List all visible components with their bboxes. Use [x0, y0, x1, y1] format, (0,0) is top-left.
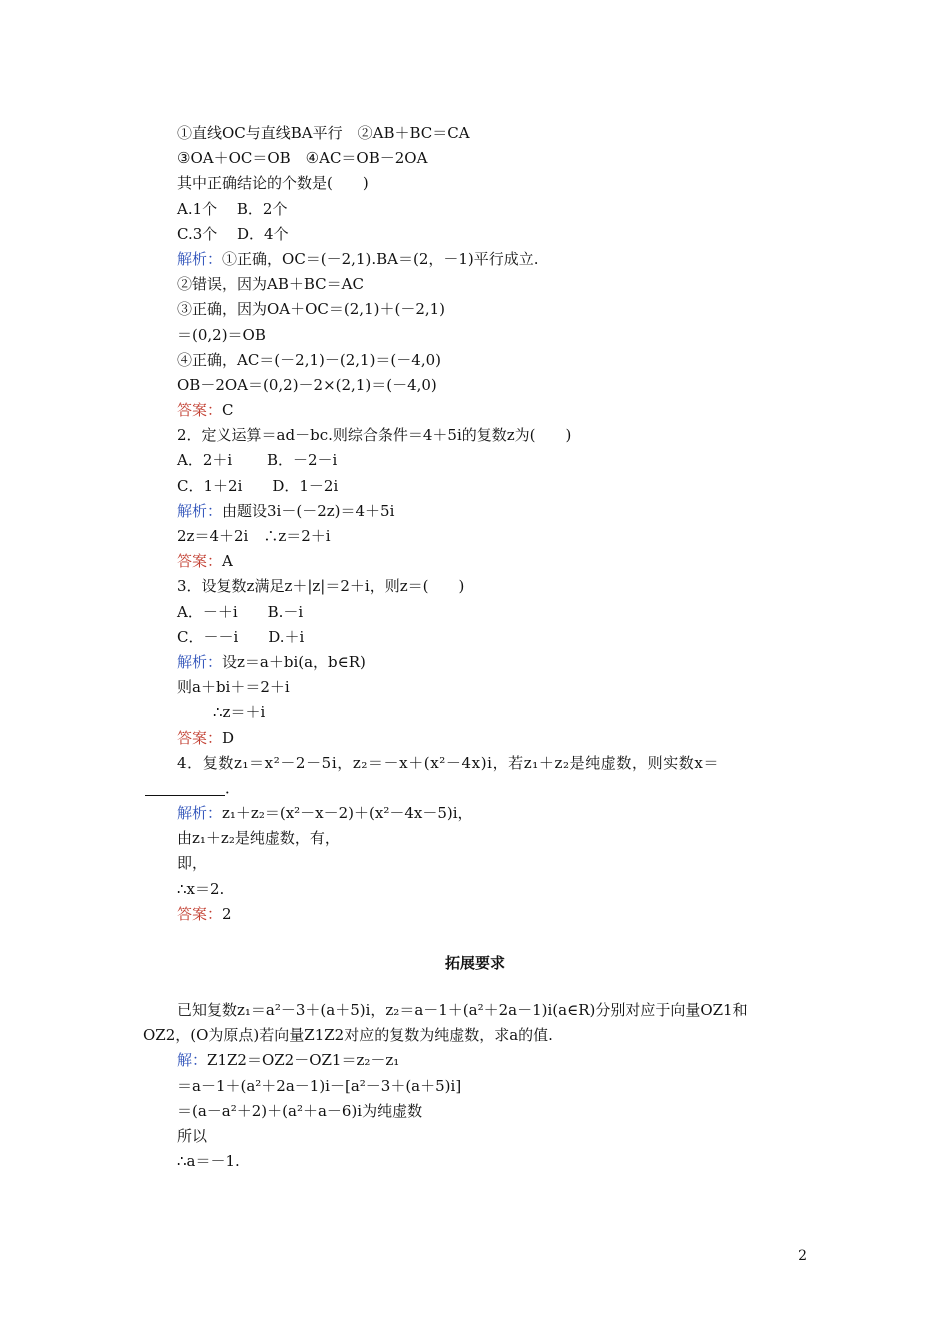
- option-line: A．2＋i B．－2－i: [177, 451, 338, 470]
- option-line: C.3个 D．4个: [177, 224, 289, 243]
- answer-line: 答案：C: [177, 401, 234, 420]
- answer-line: 答案：A: [177, 552, 233, 571]
- text-line: ②错误，因为AB＋BC＝AC: [177, 275, 364, 294]
- text-line: OZ2，(O为原点)若向量Z1Z2对应的复数为纯虚数，求a的值.: [143, 1026, 553, 1045]
- text-line: 则a＋bi＋＝2＋i: [177, 678, 290, 697]
- answer-label: 答案：: [177, 904, 223, 923]
- text-line: ③OA＋OC＝OB ④AC＝OB－2OA: [177, 149, 428, 168]
- text-line: 由z₁＋z₂是纯虚数，有，: [177, 829, 340, 848]
- question-line: 4．复数z₁＝x²－2－5i，z₂＝－x＋(x²－4x)i，若z₁＋z₂是纯虚数，则实数x＝: [177, 753, 720, 772]
- answer-label: 答案：: [177, 728, 223, 747]
- analysis-line: 解析：设z＝a＋bi(a，b∈R): [177, 652, 366, 671]
- text-line: ④正确，AC＝(－2,1)－(2,1)＝(－4,0): [177, 350, 441, 369]
- solution-line: 解：Z1Z2＝OZ2－OZ1＝z₂－z₁: [177, 1051, 400, 1070]
- text-line: ∴a＝－1.: [177, 1152, 240, 1171]
- question-line: 3．设复数z满足z＋|z|＝2＋i，则z＝( ): [177, 577, 465, 596]
- text-line: ＝(0,2)＝OB: [177, 325, 266, 344]
- question-line: 2．定义运算＝ad－bc.则综合条件＝4＋5i的复数z为( ): [177, 426, 572, 445]
- text-line: 其中正确结论的个数是( ): [177, 174, 369, 193]
- page-number: 2: [798, 1248, 807, 1264]
- analysis-line: 解析：由题设3i－(－2z)＝4＋5i: [177, 501, 395, 520]
- solution-label: 解：: [177, 1051, 208, 1070]
- analysis-label: 解析：: [177, 249, 223, 268]
- section-title: 拓展要求: [444, 954, 505, 972]
- analysis-label: 解析：: [177, 804, 223, 823]
- option-line: A．－＋i B.－i: [177, 602, 304, 621]
- text-line: ＝a－1＋(a²＋2a－1)i－[a²－3＋(a＋5)i]: [177, 1076, 462, 1095]
- answer-blank: [145, 781, 225, 796]
- text-line: ③正确，因为OA＋OC＝(2,1)＋(－2,1): [177, 300, 446, 319]
- option-line: A.1个 B．2个: [177, 199, 288, 218]
- text-line: 已知复数z₁＝a²－3＋(a＋5)i，z₂＝a－1＋(a²＋2a－1)i(a∈R)分别对应于向量OZ1和: [177, 1001, 748, 1019]
- text-line: ∴z＝＋i: [213, 703, 266, 722]
- text-line: ∴x＝2.: [177, 879, 225, 898]
- analysis-line: 解析：①正确，OC＝(－2,1).BA＝(2，－1)平行成立.: [177, 249, 539, 268]
- analysis-line: 解析：z₁＋z₂＝(x²－x－2)＋(x²－4x－5)i，: [177, 804, 473, 823]
- text-line: OB－2OA＝(0,2)－2×(2,1)＝(－4,0): [177, 375, 437, 394]
- analysis-label: 解析：: [177, 501, 223, 520]
- answer-line: 答案：2: [177, 904, 232, 923]
- extension-content: [143, 998, 813, 1174]
- text-line: ①直线OC与直线BA平行 ②AB＋BC＝CA: [177, 124, 470, 142]
- answer-line: 答案：D: [177, 728, 235, 747]
- option-line: C．1＋2i D．1－2i: [177, 476, 339, 495]
- blank-line: ．: [145, 776, 817, 801]
- text-line: 所以: [177, 1126, 208, 1145]
- text-line: ＝(a－a²＋2)＋(a²＋a－6)i为纯虚数: [177, 1101, 423, 1120]
- main-content: [177, 121, 817, 927]
- text-line: 2z＝4＋2i ∴z＝2＋i: [177, 527, 331, 545]
- answer-label: 答案：: [177, 552, 223, 571]
- answer-label: 答案：: [177, 401, 223, 420]
- option-line: C．－－i D.＋i: [177, 627, 305, 646]
- analysis-label: 解析：: [177, 652, 223, 671]
- text-line: 即，: [177, 854, 208, 873]
